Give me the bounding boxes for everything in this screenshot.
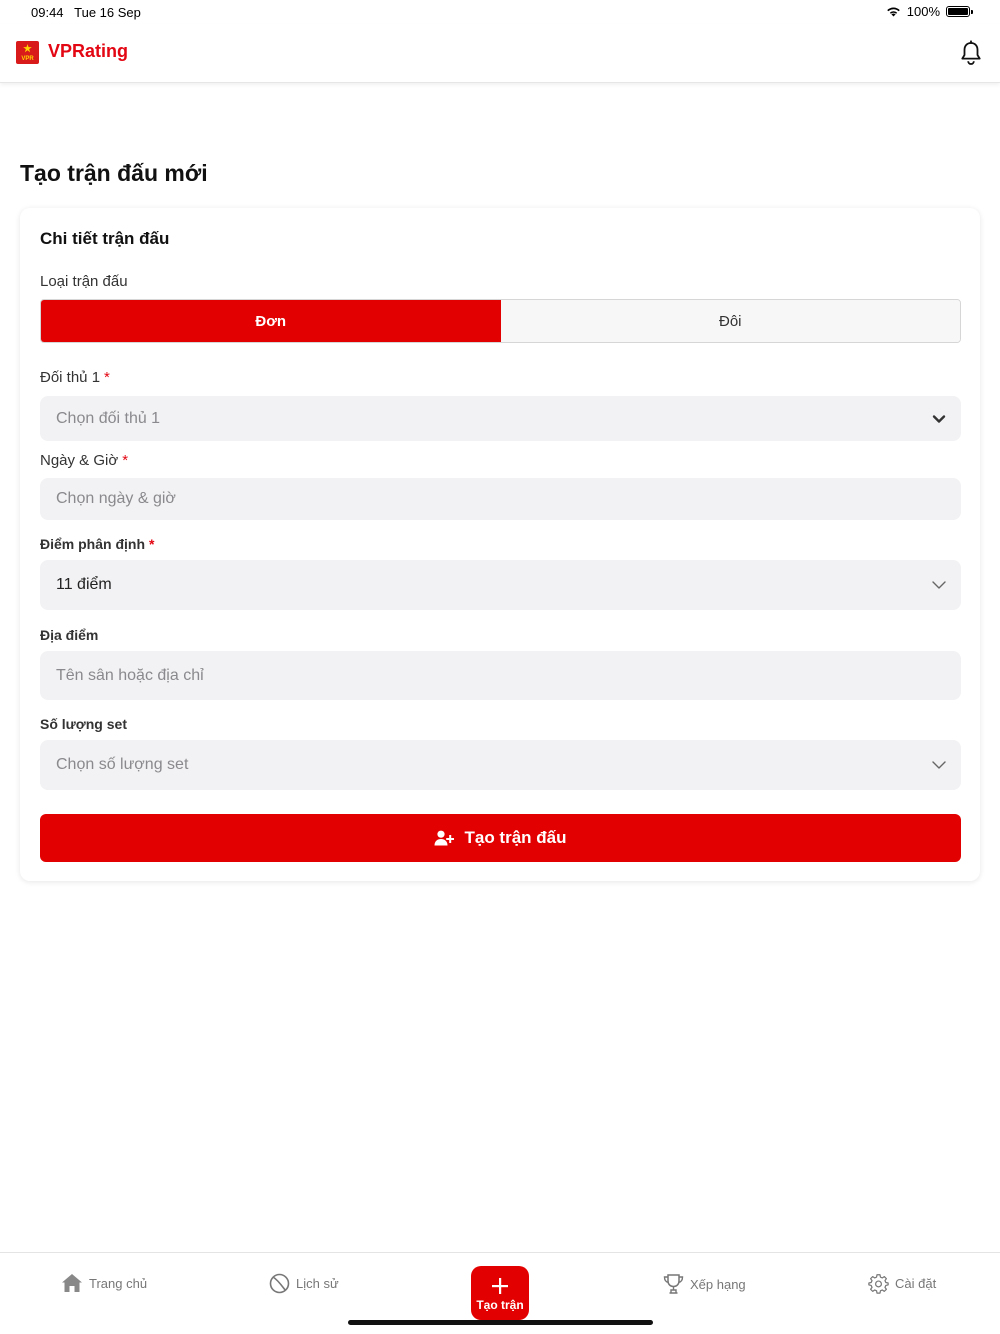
home-indicator xyxy=(348,1320,653,1325)
tab-create-label: Tạo trận xyxy=(476,1298,524,1312)
home-icon xyxy=(61,1273,83,1293)
match-type-label-text: Loại trận đấu xyxy=(40,273,128,290)
tab-settings[interactable] xyxy=(868,1273,936,1294)
opponent-select[interactable] xyxy=(40,396,961,441)
plus-icon xyxy=(490,1276,510,1296)
create-match-button[interactable] xyxy=(40,814,961,862)
status-time xyxy=(31,5,141,20)
opponent-placeholder: Chọn đối thủ 1 xyxy=(56,409,161,427)
tab-ranking[interactable] xyxy=(663,1273,746,1295)
match-details-card xyxy=(20,208,980,881)
sets-placeholder: Chọn số lượng set xyxy=(56,756,189,773)
bell-icon[interactable] xyxy=(959,40,983,66)
battery-percent: 100% xyxy=(906,4,940,19)
tab-settings-label: Cài đặt xyxy=(895,1276,937,1291)
datetime-label xyxy=(40,452,128,469)
wifi-icon xyxy=(886,6,901,17)
required-mark: * xyxy=(122,452,129,469)
location-label xyxy=(40,627,98,643)
tab-home-label: Trang chủ xyxy=(89,1275,148,1291)
app-logo xyxy=(16,41,39,64)
card-title: Chi tiết trận đấu xyxy=(40,229,170,248)
create-match-label: Tạo trận đấu xyxy=(464,828,567,847)
match-type-singles[interactable]: Đơn xyxy=(41,300,501,342)
logo-text: VPR xyxy=(21,56,34,62)
opponent-label-text: Đối thủ 1 xyxy=(40,369,101,386)
datetime-input[interactable] xyxy=(40,478,961,520)
tab-history-label: Lịch sử xyxy=(296,1276,339,1291)
required-mark: * xyxy=(149,536,155,552)
location-label-text: Địa điểm xyxy=(40,627,99,643)
location-placeholder: Tên sân hoặc địa chỉ xyxy=(56,666,204,684)
match-type-label xyxy=(40,273,128,290)
chevron-down-icon xyxy=(931,577,947,593)
match-type-doubles[interactable]: Đôi xyxy=(501,300,961,342)
match-type-segmented xyxy=(40,299,961,343)
trophy-icon xyxy=(663,1273,684,1295)
add-user-icon xyxy=(434,830,454,846)
sets-label-text: Số lượng set xyxy=(40,716,127,732)
location-input[interactable] xyxy=(40,651,961,700)
clock-time: 09:44 xyxy=(31,5,64,20)
gear-icon xyxy=(868,1273,889,1294)
chevron-down-icon xyxy=(931,411,947,427)
tab-history[interactable] xyxy=(269,1273,339,1294)
required-mark: * xyxy=(104,369,110,386)
tab-ranking-label: Xếp hạng xyxy=(690,1276,746,1292)
sets-select[interactable] xyxy=(40,740,961,790)
status-bar xyxy=(0,0,1000,24)
status-indicators xyxy=(886,4,970,19)
datetime-placeholder: Chọn ngày & giờ xyxy=(56,490,176,507)
points-value: 11 điểm xyxy=(56,576,112,593)
app-name: VPRating xyxy=(48,41,129,61)
battery-icon xyxy=(946,6,970,17)
opponent-label xyxy=(40,369,110,386)
page-title: Tạo trận đấu mới xyxy=(20,160,208,186)
ball-icon xyxy=(269,1273,290,1294)
points-label xyxy=(40,536,154,552)
app-header xyxy=(0,24,1000,83)
chevron-down-icon xyxy=(931,757,947,773)
sets-label xyxy=(40,716,127,732)
tab-create[interactable] xyxy=(471,1266,529,1320)
datetime-label-text: Ngày & Giờ xyxy=(40,452,119,469)
clock-date: Tue 16 Sep xyxy=(74,5,141,20)
points-select[interactable] xyxy=(40,560,961,610)
tab-home[interactable] xyxy=(61,1273,147,1293)
points-label-text: Điểm phân định xyxy=(40,536,145,552)
